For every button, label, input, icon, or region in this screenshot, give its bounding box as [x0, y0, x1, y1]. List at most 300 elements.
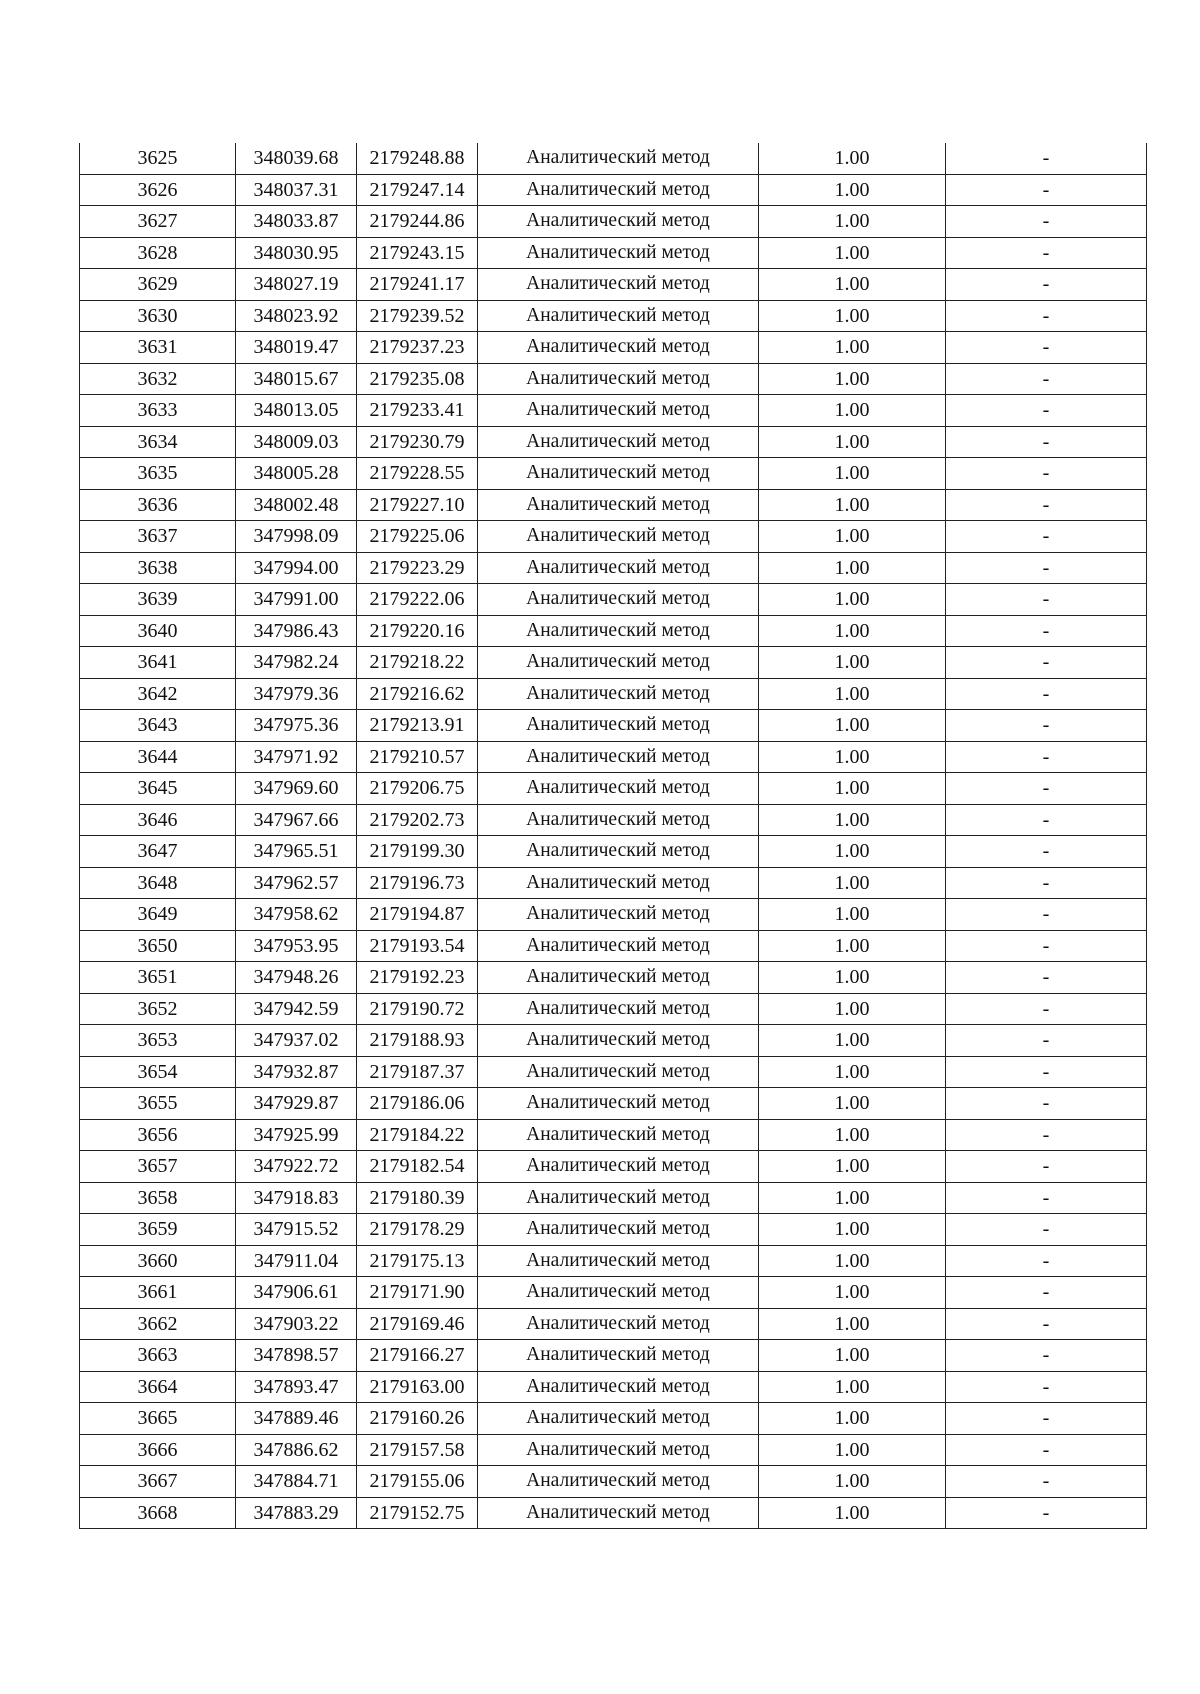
description-cell: - [946, 899, 1147, 931]
table-row [80, 1151, 1147, 1183]
description-cell: - [946, 1151, 1147, 1183]
method-cell: Аналитический метод [478, 1245, 759, 1277]
description-cell: - [946, 1466, 1147, 1498]
point-number-cell: 3654 [80, 1056, 236, 1088]
y-coordinate-cell: 2179194.87 [357, 899, 478, 931]
y-coordinate-cell: 2179216.62 [357, 678, 478, 710]
method-cell: Аналитический метод [478, 1025, 759, 1057]
table-row [80, 993, 1147, 1025]
y-coordinate-cell: 2179218.22 [357, 647, 478, 679]
y-coordinate-cell: 2179227.10 [357, 489, 478, 521]
method-cell: Аналитический метод [478, 426, 759, 458]
point-number-cell: 3667 [80, 1466, 236, 1498]
table-row [80, 930, 1147, 962]
point-number-cell: 3650 [80, 930, 236, 962]
description-cell: - [946, 458, 1147, 490]
table-row [80, 1277, 1147, 1309]
accuracy-cell: 1.00 [759, 1245, 946, 1277]
description-cell: - [946, 1056, 1147, 1088]
point-number-cell: 3639 [80, 584, 236, 616]
table-row [80, 1119, 1147, 1151]
point-number-cell: 3661 [80, 1277, 236, 1309]
x-coordinate-cell: 348009.03 [236, 426, 357, 458]
method-cell: Аналитический метод [478, 458, 759, 490]
method-cell: Аналитический метод [478, 710, 759, 742]
x-coordinate-cell: 347893.47 [236, 1371, 357, 1403]
table-row [80, 710, 1147, 742]
accuracy-cell: 1.00 [759, 174, 946, 206]
accuracy-cell: 1.00 [759, 363, 946, 395]
accuracy-cell: 1.00 [759, 678, 946, 710]
description-cell: - [946, 710, 1147, 742]
table-row [80, 552, 1147, 584]
accuracy-cell: 1.00 [759, 1025, 946, 1057]
description-cell: - [946, 332, 1147, 364]
description-cell: - [946, 867, 1147, 899]
method-cell: Аналитический метод [478, 363, 759, 395]
accuracy-cell: 1.00 [759, 489, 946, 521]
method-cell: Аналитический метод [478, 1119, 759, 1151]
y-coordinate-cell: 2179239.52 [357, 300, 478, 332]
method-cell: Аналитический метод [478, 1214, 759, 1246]
accuracy-cell: 1.00 [759, 1182, 946, 1214]
y-coordinate-cell: 2179220.16 [357, 615, 478, 647]
x-coordinate-cell: 348019.47 [236, 332, 357, 364]
table-row [80, 584, 1147, 616]
x-coordinate-cell: 347932.87 [236, 1056, 357, 1088]
point-number-cell: 3655 [80, 1088, 236, 1120]
y-coordinate-cell: 2179210.57 [357, 741, 478, 773]
y-coordinate-cell: 2179192.23 [357, 962, 478, 994]
accuracy-cell: 1.00 [759, 710, 946, 742]
method-cell: Аналитический метод [478, 741, 759, 773]
method-cell: Аналитический метод [478, 678, 759, 710]
method-cell: Аналитический метод [478, 1371, 759, 1403]
description-cell: - [946, 741, 1147, 773]
accuracy-cell: 1.00 [759, 1434, 946, 1466]
table-row [80, 269, 1147, 301]
description-cell: - [946, 1088, 1147, 1120]
method-cell: Аналитический метод [478, 647, 759, 679]
x-coordinate-cell: 348039.68 [236, 143, 357, 174]
x-coordinate-cell: 347911.04 [236, 1245, 357, 1277]
y-coordinate-cell: 2179182.54 [357, 1151, 478, 1183]
description-cell: - [946, 395, 1147, 427]
accuracy-cell: 1.00 [759, 1119, 946, 1151]
table-row [80, 237, 1147, 269]
y-coordinate-cell: 2179187.37 [357, 1056, 478, 1088]
x-coordinate-cell: 347986.43 [236, 615, 357, 647]
x-coordinate-cell: 348002.48 [236, 489, 357, 521]
accuracy-cell: 1.00 [759, 1214, 946, 1246]
method-cell: Аналитический метод [478, 1434, 759, 1466]
accuracy-cell: 1.00 [759, 962, 946, 994]
method-cell: Аналитический метод [478, 552, 759, 584]
y-coordinate-cell: 2179223.29 [357, 552, 478, 584]
y-coordinate-cell: 2179241.17 [357, 269, 478, 301]
accuracy-cell: 1.00 [759, 993, 946, 1025]
description-cell: - [946, 1277, 1147, 1309]
accuracy-cell: 1.00 [759, 521, 946, 553]
y-coordinate-cell: 2179169.46 [357, 1308, 478, 1340]
x-coordinate-cell: 348030.95 [236, 237, 357, 269]
x-coordinate-cell: 347967.66 [236, 804, 357, 836]
y-coordinate-cell: 2179243.15 [357, 237, 478, 269]
coordinates-table [79, 143, 1147, 1529]
table-row [80, 773, 1147, 805]
accuracy-cell: 1.00 [759, 899, 946, 931]
x-coordinate-cell: 348023.92 [236, 300, 357, 332]
description-cell: - [946, 804, 1147, 836]
description-cell: - [946, 269, 1147, 301]
method-cell: Аналитический метод [478, 521, 759, 553]
y-coordinate-cell: 2179163.00 [357, 1371, 478, 1403]
method-cell: Аналитический метод [478, 962, 759, 994]
y-coordinate-cell: 2179225.06 [357, 521, 478, 553]
description-cell: - [946, 237, 1147, 269]
description-cell: - [946, 836, 1147, 868]
point-number-cell: 3628 [80, 237, 236, 269]
x-coordinate-cell: 347922.72 [236, 1151, 357, 1183]
table-row [80, 426, 1147, 458]
table-row [80, 741, 1147, 773]
y-coordinate-cell: 2179190.72 [357, 993, 478, 1025]
y-coordinate-cell: 2179178.29 [357, 1214, 478, 1246]
accuracy-cell: 1.00 [759, 395, 946, 427]
point-number-cell: 3625 [80, 143, 236, 174]
accuracy-cell: 1.00 [759, 1371, 946, 1403]
y-coordinate-cell: 2179157.58 [357, 1434, 478, 1466]
method-cell: Аналитический метод [478, 993, 759, 1025]
point-number-cell: 3634 [80, 426, 236, 458]
x-coordinate-cell: 347883.29 [236, 1497, 357, 1529]
method-cell: Аналитический метод [478, 300, 759, 332]
y-coordinate-cell: 2179206.75 [357, 773, 478, 805]
accuracy-cell: 1.00 [759, 930, 946, 962]
point-number-cell: 3649 [80, 899, 236, 931]
x-coordinate-cell: 347982.24 [236, 647, 357, 679]
x-coordinate-cell: 348013.05 [236, 395, 357, 427]
y-coordinate-cell: 2179222.06 [357, 584, 478, 616]
table-row [80, 1308, 1147, 1340]
x-coordinate-cell: 347971.92 [236, 741, 357, 773]
description-cell: - [946, 1434, 1147, 1466]
method-cell: Аналитический метод [478, 1466, 759, 1498]
x-coordinate-cell: 348015.67 [236, 363, 357, 395]
table-row [80, 300, 1147, 332]
x-coordinate-cell: 347965.51 [236, 836, 357, 868]
point-number-cell: 3629 [80, 269, 236, 301]
description-cell: - [946, 993, 1147, 1025]
description-cell: - [946, 1245, 1147, 1277]
accuracy-cell: 1.00 [759, 804, 946, 836]
x-coordinate-cell: 347969.60 [236, 773, 357, 805]
y-coordinate-cell: 2179155.06 [357, 1466, 478, 1498]
point-number-cell: 3666 [80, 1434, 236, 1466]
y-coordinate-cell: 2179237.23 [357, 332, 478, 364]
accuracy-cell: 1.00 [759, 647, 946, 679]
x-coordinate-cell: 347925.99 [236, 1119, 357, 1151]
y-coordinate-cell: 2179248.88 [357, 143, 478, 174]
description-cell: - [946, 489, 1147, 521]
description-cell: - [946, 584, 1147, 616]
y-coordinate-cell: 2179244.86 [357, 206, 478, 238]
point-number-cell: 3660 [80, 1245, 236, 1277]
table-row [80, 647, 1147, 679]
accuracy-cell: 1.00 [759, 615, 946, 647]
table-row [80, 206, 1147, 238]
table-row [80, 962, 1147, 994]
point-number-cell: 3664 [80, 1371, 236, 1403]
point-number-cell: 3641 [80, 647, 236, 679]
y-coordinate-cell: 2179193.54 [357, 930, 478, 962]
method-cell: Аналитический метод [478, 1403, 759, 1435]
point-number-cell: 3645 [80, 773, 236, 805]
method-cell: Аналитический метод [478, 1308, 759, 1340]
point-number-cell: 3659 [80, 1214, 236, 1246]
description-cell: - [946, 678, 1147, 710]
accuracy-cell: 1.00 [759, 1340, 946, 1372]
point-number-cell: 3630 [80, 300, 236, 332]
table-row [80, 899, 1147, 931]
accuracy-cell: 1.00 [759, 1403, 946, 1435]
x-coordinate-cell: 347906.61 [236, 1277, 357, 1309]
description-cell: - [946, 615, 1147, 647]
x-coordinate-cell: 348005.28 [236, 458, 357, 490]
method-cell: Аналитический метод [478, 804, 759, 836]
method-cell: Аналитический метод [478, 174, 759, 206]
table-row [80, 174, 1147, 206]
method-cell: Аналитический метод [478, 899, 759, 931]
table-row [80, 1434, 1147, 1466]
point-number-cell: 3643 [80, 710, 236, 742]
y-coordinate-cell: 2179228.55 [357, 458, 478, 490]
table-row [80, 1466, 1147, 1498]
method-cell: Аналитический метод [478, 930, 759, 962]
method-cell: Аналитический метод [478, 237, 759, 269]
table-row [80, 332, 1147, 364]
table-row [80, 1088, 1147, 1120]
method-cell: Аналитический метод [478, 206, 759, 238]
x-coordinate-cell: 347958.62 [236, 899, 357, 931]
y-coordinate-cell: 2179166.27 [357, 1340, 478, 1372]
accuracy-cell: 1.00 [759, 1466, 946, 1498]
method-cell: Аналитический метод [478, 1088, 759, 1120]
y-coordinate-cell: 2179247.14 [357, 174, 478, 206]
table-row [80, 1340, 1147, 1372]
description-cell: - [946, 1340, 1147, 1372]
table-row [80, 1025, 1147, 1057]
accuracy-cell: 1.00 [759, 206, 946, 238]
y-coordinate-cell: 2179213.91 [357, 710, 478, 742]
description-cell: - [946, 1308, 1147, 1340]
point-number-cell: 3638 [80, 552, 236, 584]
x-coordinate-cell: 347889.46 [236, 1403, 357, 1435]
point-number-cell: 3648 [80, 867, 236, 899]
y-coordinate-cell: 2179152.75 [357, 1497, 478, 1529]
x-coordinate-cell: 347942.59 [236, 993, 357, 1025]
table-row [80, 1214, 1147, 1246]
accuracy-cell: 1.00 [759, 458, 946, 490]
table-body [80, 143, 1147, 1529]
x-coordinate-cell: 347915.52 [236, 1214, 357, 1246]
point-number-cell: 3651 [80, 962, 236, 994]
point-number-cell: 3637 [80, 521, 236, 553]
x-coordinate-cell: 347929.87 [236, 1088, 357, 1120]
point-number-cell: 3662 [80, 1308, 236, 1340]
accuracy-cell: 1.00 [759, 773, 946, 805]
description-cell: - [946, 962, 1147, 994]
accuracy-cell: 1.00 [759, 741, 946, 773]
point-number-cell: 3636 [80, 489, 236, 521]
table-row [80, 1403, 1147, 1435]
accuracy-cell: 1.00 [759, 426, 946, 458]
method-cell: Аналитический метод [478, 773, 759, 805]
method-cell: Аналитический метод [478, 1151, 759, 1183]
description-cell: - [946, 773, 1147, 805]
description-cell: - [946, 1403, 1147, 1435]
point-number-cell: 3665 [80, 1403, 236, 1435]
x-coordinate-cell: 347918.83 [236, 1182, 357, 1214]
method-cell: Аналитический метод [478, 1497, 759, 1529]
accuracy-cell: 1.00 [759, 1308, 946, 1340]
method-cell: Аналитический метод [478, 489, 759, 521]
table-row [80, 363, 1147, 395]
table-row [80, 1056, 1147, 1088]
x-coordinate-cell: 347991.00 [236, 584, 357, 616]
table-row [80, 1497, 1147, 1529]
description-cell: - [946, 206, 1147, 238]
accuracy-cell: 1.00 [759, 552, 946, 584]
method-cell: Аналитический метод [478, 269, 759, 301]
description-cell: - [946, 930, 1147, 962]
description-cell: - [946, 1371, 1147, 1403]
description-cell: - [946, 1119, 1147, 1151]
x-coordinate-cell: 347975.36 [236, 710, 357, 742]
table-row [80, 615, 1147, 647]
method-cell: Аналитический метод [478, 1277, 759, 1309]
method-cell: Аналитический метод [478, 395, 759, 427]
x-coordinate-cell: 347994.00 [236, 552, 357, 584]
description-cell: - [946, 647, 1147, 679]
description-cell: - [946, 1497, 1147, 1529]
accuracy-cell: 1.00 [759, 1277, 946, 1309]
description-cell: - [946, 1182, 1147, 1214]
point-number-cell: 3646 [80, 804, 236, 836]
accuracy-cell: 1.00 [759, 1088, 946, 1120]
table-row [80, 458, 1147, 490]
method-cell: Аналитический метод [478, 1056, 759, 1088]
method-cell: Аналитический метод [478, 867, 759, 899]
y-coordinate-cell: 2179230.79 [357, 426, 478, 458]
description-cell: - [946, 1214, 1147, 1246]
accuracy-cell: 1.00 [759, 1151, 946, 1183]
point-number-cell: 3627 [80, 206, 236, 238]
point-number-cell: 3631 [80, 332, 236, 364]
point-number-cell: 3656 [80, 1119, 236, 1151]
description-cell: - [946, 174, 1147, 206]
table-row [80, 1182, 1147, 1214]
y-coordinate-cell: 2179235.08 [357, 363, 478, 395]
method-cell: Аналитический метод [478, 836, 759, 868]
point-number-cell: 3642 [80, 678, 236, 710]
y-coordinate-cell: 2179202.73 [357, 804, 478, 836]
description-cell: - [946, 521, 1147, 553]
x-coordinate-cell: 347898.57 [236, 1340, 357, 1372]
y-coordinate-cell: 2179196.73 [357, 867, 478, 899]
y-coordinate-cell: 2179199.30 [357, 836, 478, 868]
y-coordinate-cell: 2179180.39 [357, 1182, 478, 1214]
table-row [80, 836, 1147, 868]
point-number-cell: 3635 [80, 458, 236, 490]
method-cell: Аналитический метод [478, 1182, 759, 1214]
table-row [80, 521, 1147, 553]
accuracy-cell: 1.00 [759, 300, 946, 332]
point-number-cell: 3632 [80, 363, 236, 395]
y-coordinate-cell: 2179233.41 [357, 395, 478, 427]
method-cell: Аналитический метод [478, 615, 759, 647]
x-coordinate-cell: 347903.22 [236, 1308, 357, 1340]
x-coordinate-cell: 348033.87 [236, 206, 357, 238]
description-cell: - [946, 1025, 1147, 1057]
x-coordinate-cell: 347884.71 [236, 1466, 357, 1498]
x-coordinate-cell: 348027.19 [236, 269, 357, 301]
point-number-cell: 3668 [80, 1497, 236, 1529]
x-coordinate-cell: 347998.09 [236, 521, 357, 553]
x-coordinate-cell: 347962.57 [236, 867, 357, 899]
accuracy-cell: 1.00 [759, 836, 946, 868]
y-coordinate-cell: 2179171.90 [357, 1277, 478, 1309]
table-row [80, 489, 1147, 521]
point-number-cell: 3640 [80, 615, 236, 647]
point-number-cell: 3658 [80, 1182, 236, 1214]
point-number-cell: 3647 [80, 836, 236, 868]
accuracy-cell: 1.00 [759, 584, 946, 616]
table-row [80, 804, 1147, 836]
y-coordinate-cell: 2179186.06 [357, 1088, 478, 1120]
point-number-cell: 3626 [80, 174, 236, 206]
table-row [80, 678, 1147, 710]
y-coordinate-cell: 2179188.93 [357, 1025, 478, 1057]
accuracy-cell: 1.00 [759, 867, 946, 899]
table-row [80, 143, 1147, 174]
y-coordinate-cell: 2179160.26 [357, 1403, 478, 1435]
point-number-cell: 3653 [80, 1025, 236, 1057]
description-cell: - [946, 552, 1147, 584]
y-coordinate-cell: 2179175.13 [357, 1245, 478, 1277]
accuracy-cell: 1.00 [759, 1497, 946, 1529]
x-coordinate-cell: 347937.02 [236, 1025, 357, 1057]
description-cell: - [946, 426, 1147, 458]
method-cell: Аналитический метод [478, 143, 759, 174]
point-number-cell: 3644 [80, 741, 236, 773]
accuracy-cell: 1.00 [759, 269, 946, 301]
point-number-cell: 3663 [80, 1340, 236, 1372]
table-row [80, 395, 1147, 427]
method-cell: Аналитический метод [478, 332, 759, 364]
point-number-cell: 3652 [80, 993, 236, 1025]
method-cell: Аналитический метод [478, 1340, 759, 1372]
description-cell: - [946, 300, 1147, 332]
description-cell: - [946, 363, 1147, 395]
accuracy-cell: 1.00 [759, 143, 946, 174]
table-row [80, 1371, 1147, 1403]
x-coordinate-cell: 347886.62 [236, 1434, 357, 1466]
accuracy-cell: 1.00 [759, 1056, 946, 1088]
table-row [80, 1245, 1147, 1277]
table-row [80, 867, 1147, 899]
x-coordinate-cell: 347979.36 [236, 678, 357, 710]
